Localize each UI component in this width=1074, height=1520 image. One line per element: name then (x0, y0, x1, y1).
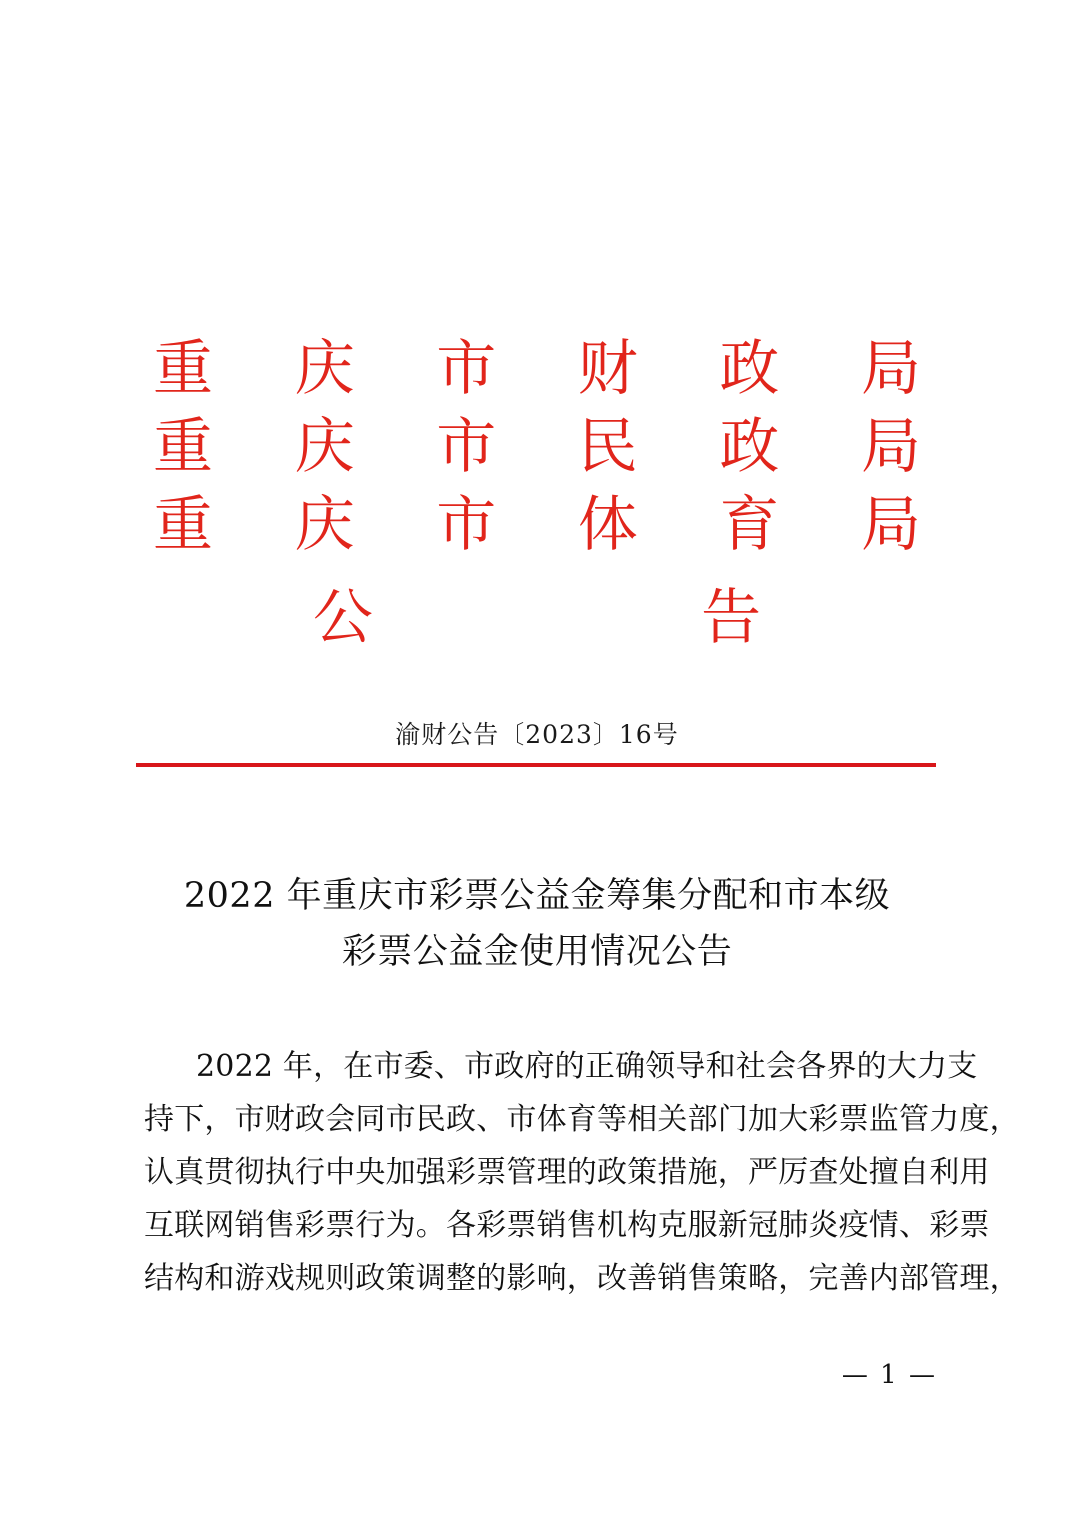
masthead-char: 市 (436, 412, 497, 482)
masthead-char: 市 (436, 334, 497, 404)
page-title-line: 2022 年重庆市彩票公益金筹集分配和市本级 (183, 876, 891, 916)
masthead-char: 局 (860, 490, 921, 560)
masthead-char: 政 (719, 412, 780, 482)
document-serial-number: 渝财公告〔2023〕16号 (395, 720, 679, 749)
masthead-char: 庆 (294, 412, 355, 482)
document-body (144, 1040, 1020, 1305)
masthead-char: 局 (860, 334, 921, 404)
page-title-line: 彩票公益金使用情况公告 (341, 932, 733, 972)
announcement-char-gao: 告 (701, 583, 762, 653)
masthead-issuing-authorities (0, 330, 1074, 564)
masthead-char: 重 (153, 334, 213, 404)
page-title (137, 868, 937, 980)
masthead-row-civil-affairs-bureau (152, 408, 922, 486)
masthead-char: 市 (436, 490, 497, 560)
masthead-char: 局 (860, 412, 921, 482)
announcement-char-gong: 公 (312, 583, 373, 653)
body-line: 认真贯彻执行中央加强彩票管理的政策措施，严厉查处擅自利用 (144, 1155, 990, 1190)
masthead-announcement-word (0, 582, 1074, 654)
masthead-char: 体 (577, 490, 638, 560)
body-line: 持下，市财政会同市民政、市体育等相关部门加大彩票监管力度， (144, 1102, 1020, 1137)
masthead-char: 财 (577, 334, 638, 404)
masthead-char: 庆 (294, 334, 355, 404)
masthead-char: 庆 (294, 490, 355, 560)
body-line: 2022 年，在市委、市政府的正确领导和社会各界的大力支 (196, 1049, 978, 1084)
masthead-row-sports-bureau (152, 486, 922, 564)
masthead-char: 民 (577, 412, 638, 482)
masthead-char: 育 (719, 490, 780, 560)
masthead-char: 重 (153, 412, 213, 482)
masthead-char: 政 (719, 334, 780, 404)
body-line: 互联网销售彩票行为。各彩票销售机构克服新冠肺炎疫情、彩票 (144, 1208, 990, 1243)
footer-page-number: — 1 — (841, 1360, 937, 1390)
body-line: 结构和游戏规则政策调整的影响，改善销售策略，完善内部管理， (144, 1261, 1020, 1296)
masthead-row-finance-bureau (152, 330, 922, 408)
masthead-char: 重 (153, 490, 213, 560)
red-separator-rule (136, 763, 936, 767)
